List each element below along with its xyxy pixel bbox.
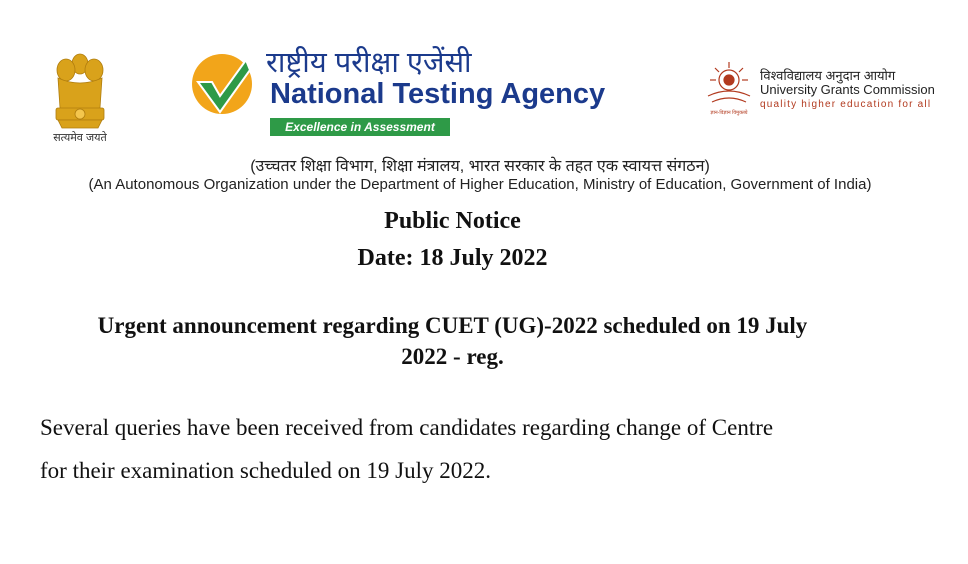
emblem-motto: सत्यमेव जयते bbox=[53, 132, 107, 144]
body-line-1: Several queries have been received from candidates regarding change of Centre bbox=[40, 415, 774, 440]
organization-english: (An Autonomous Organization under the Department of Higher Education, Ministry of Education, Government of India) bbox=[88, 176, 872, 193]
notice-date: Date: 18 July 2022 bbox=[357, 245, 548, 271]
organization-hindi: (उच्चतर शिक्षा विभाग, शिक्षा मंत्रालय, भारत सरकार के तहत एक स्वायत्त संगठन) bbox=[250, 158, 710, 175]
body-line-2: for their examination scheduled on 19 July 2022. bbox=[40, 458, 491, 483]
ugc-hindi-name: विश्वविद्यालय अनुदान आयोग bbox=[760, 68, 896, 83]
announcement-line-2: 2022 - reg. bbox=[401, 344, 504, 369]
ugc-english-name: University Grants Commission bbox=[760, 82, 935, 97]
announcement-line-1: Urgent announcement regarding CUET (UG)-2022 scheduled on 19 July bbox=[97, 313, 808, 338]
nta-english-name: National Testing Agency bbox=[270, 78, 606, 110]
nta-hindi-name: राष्ट्रीय परीक्षा एजेंसी bbox=[266, 47, 472, 79]
ugc-subtext: ज्ञान-विज्ञान विमुक्तये bbox=[710, 110, 748, 116]
ugc-tagline: quality higher education for all bbox=[760, 99, 932, 110]
nta-logo-icon bbox=[190, 52, 254, 116]
nta-tagline: Excellence in Assessment bbox=[270, 118, 450, 136]
ugc-logo-icon bbox=[704, 60, 754, 116]
notice-title: Public Notice bbox=[384, 208, 521, 234]
